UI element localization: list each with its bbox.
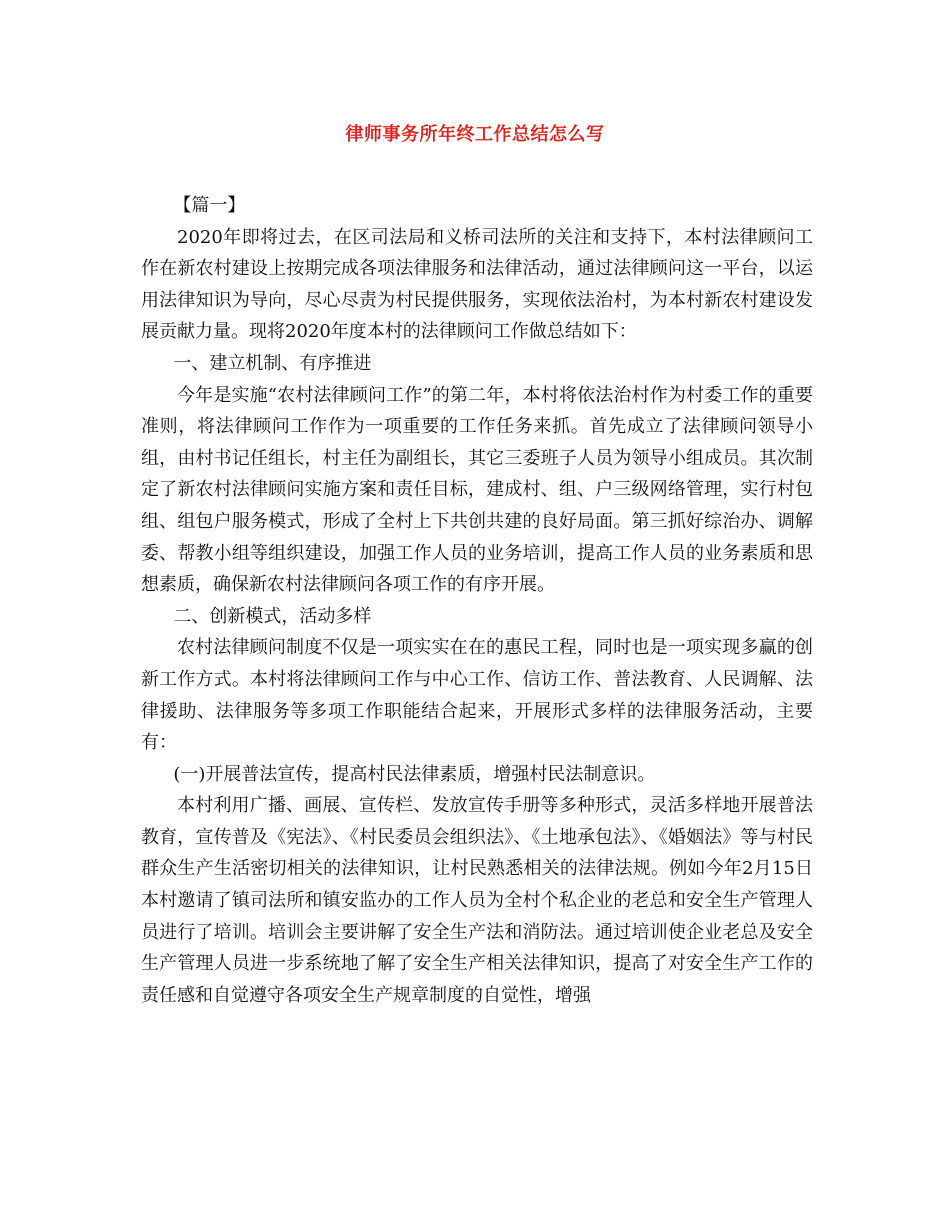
subsection-heading: (一)开展普法宣传，提高村民法律素质，增强村民法制意识。: [173, 763, 656, 785]
document-body: [141, 190, 813, 1011]
paragraph: 2020年即将过去，在区司法局和义桥司法所的关注和支持下，本村法律顾问工作在新农村建设上按期完成各项法律服务和法律活动，通过法律顾问这一平台，以运用法律知识为导向，尽心尽责为村民提供服务，实现依法治村，为本村新农村建设发展贡献力量。现将2020年度本村的法律顾问工作做总结如下：: [141, 226, 813, 343]
section-heading: 二、创新模式，活动多样: [173, 605, 372, 627]
paragraph: 今年是实施“农村法律顾问工作”的第二年，本村将依法治村作为村委工作的重要准则，将法律顾问工作作为一项重要的工作任务来抓。首先成立了法律顾问领导小组，由村书记任组长，村主任为副组长，其它三委班子人员为领导小组成员。其次制定了新农村法律顾问实施方案和责任目标，建成村、组、户三级网络管理，实行村包组、组包户服务模式，形成了全村上下共创共建的良好局面。第三抓好综治办、调解委、帮教小组等组织建设，加强工作人员的业务培训，提高工作人员的业务素质和思想素质，确保新农村法律顾问各项工作的有序开展。: [141, 384, 813, 596]
document-title: 律师事务所年终工作总结怎么写: [345, 124, 605, 145]
paragraph: 本村利用广播、画展、宣传栏、发放宣传手册等多种形式，灵活多样地开展普法教育，宣传普及《宪法》、《村民委员会组织法》、《土地承包法》、《婚姻法》等与村民群众生产生活密切相关的法律知识，让村民熟悉相关的法律法规。例如今年2月15日本村邀请了镇司法所和镇安监办的工作人员为全村个私企业的老总和安全生产管理人员进行了培训。培训会主要讲解了安全生产法和消防法。通过培训使企业老总及安全生产管理人员进一步系统地了解了安全生产相关法律知识，提高了对安全生产工作的责任感和自觉遵守各项安全生产规章制度的自觉性，增强: [141, 795, 813, 1006]
section-heading: 【篇一】: [173, 195, 246, 216]
paragraph: 农村法律顾问制度不仅是一项实实在在的惠民工程，同时也是一项实现多赢的创新工作方式。本村将法律顾问工作与中心工作、信访工作、普法教育、人民调解、法律援助、法律服务等多项工作职能结合起来，开展形式多样的法律服务活动，主要有：: [141, 637, 813, 754]
section-heading: 一、建立机制、有序推进: [173, 352, 372, 374]
